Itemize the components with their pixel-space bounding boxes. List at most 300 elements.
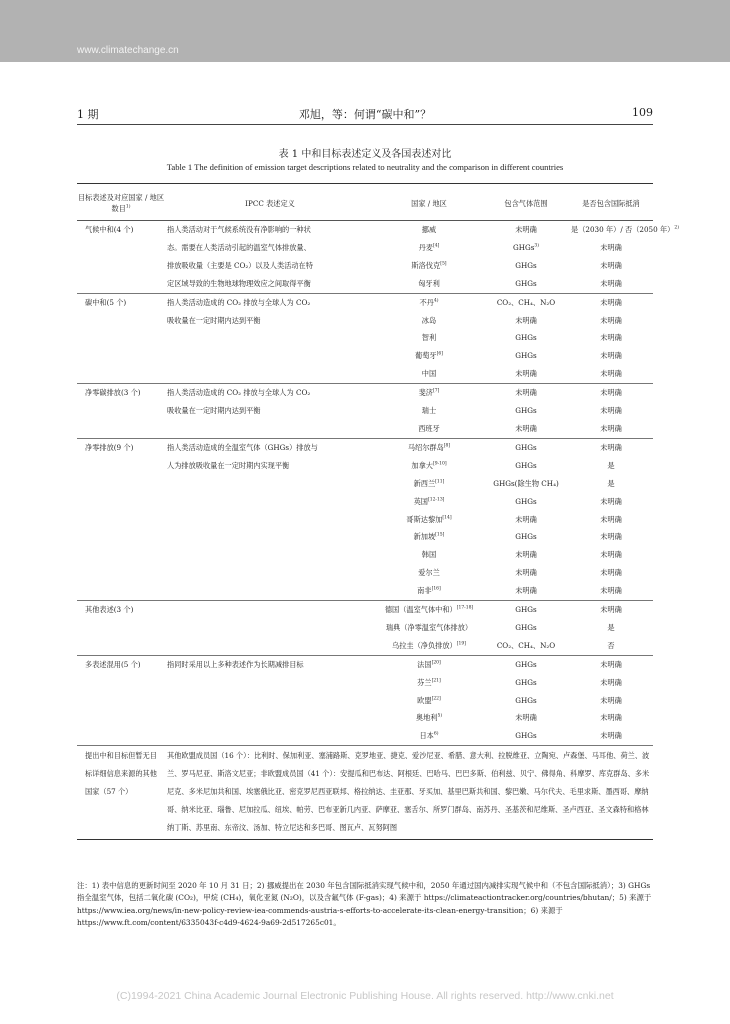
country-name: 日本 — [419, 731, 434, 741]
category-cell — [77, 528, 165, 546]
category-cell — [77, 692, 165, 710]
reference-mark: [20] — [431, 660, 441, 666]
gas-scope-cell — [483, 293, 569, 311]
gas-scope-cell — [483, 365, 569, 383]
country-name: 斐济 — [418, 388, 433, 398]
definition-cell — [165, 365, 375, 383]
definition-cell — [165, 619, 375, 637]
table-header-row — [77, 184, 653, 221]
table-caption-en: Table 1 The definition of emission target descriptions related to neutrality and the comparison in different countries — [166, 162, 564, 172]
table-row — [77, 637, 653, 655]
table-row — [77, 692, 653, 710]
category-cell — [77, 674, 165, 692]
reference-mark: [19] — [456, 641, 466, 647]
gas-scope: GHGs — [515, 532, 537, 542]
country-cell — [375, 402, 483, 420]
country-cell — [375, 420, 483, 438]
definition-cell — [165, 528, 375, 546]
offset-value: 是 — [607, 478, 615, 488]
reference-mark: [12-13] — [427, 497, 445, 503]
offset-value: 否 — [607, 640, 615, 650]
country-name: 瑞士 — [421, 406, 437, 416]
category-cell — [77, 402, 165, 420]
table-row — [77, 221, 653, 239]
country-cell — [375, 438, 483, 456]
country-name: 匈牙利 — [418, 278, 440, 288]
reference-mark: [5] — [440, 261, 447, 267]
definition-cell — [165, 546, 375, 564]
country-cell — [375, 457, 483, 475]
gas-scope-cell — [483, 601, 569, 619]
category-cell: 其他表述(3 个) — [77, 601, 165, 619]
offset-cell — [569, 384, 653, 402]
definition-cell — [165, 582, 375, 600]
offset-value: 未明确 — [600, 713, 622, 723]
country-cell — [375, 655, 483, 673]
category-cell — [77, 347, 165, 365]
gas-scope: 未明确 — [515, 568, 537, 578]
offset-value: 是（2030 年）/ 否（2050 年） — [571, 225, 675, 234]
reference-mark: [9-10] — [432, 461, 447, 467]
table-row — [77, 727, 653, 745]
offset-cell — [569, 619, 653, 637]
offset-cell — [569, 709, 653, 727]
gas-scope: 未明确 — [515, 713, 537, 723]
definition-cell — [165, 329, 375, 347]
gas-scope: GHGs — [515, 351, 537, 361]
offset-value: 未明确 — [600, 496, 622, 506]
country-name: 奥地利 — [415, 713, 438, 723]
table-row — [77, 365, 653, 383]
country-cell — [375, 601, 483, 619]
table-notes: 注：1) 表中信息的更新时间至 2020 年 10 月 31 日；2) 挪威提出在 2030 年包含国际抵消实现气候中和，2050 年通过国内减排实现气候中和（不包含国际抵消）；3) GHGs 指全温室气体，包括二氧化碳 (CO₂)，甲烷 (CH₄)，氧化亚氮 (N₂O)，以及含氟气体 (F-gas)；4) 来源于 https://climateactiontracker.org/countries/bhutan/；5) 来源于 https://www.iea.org/news/in-new-policy-review-iea-commends-austria-s-efforts-to-accelerate-its-clean-energy-transition；6) 来源于 https://www.ft.com/content/6335043f-c4d9-4624-9a69-2d517265c01。 — [77, 881, 652, 928]
country-cell — [375, 637, 483, 655]
table-caption-cn: 表 1 中和目标表述定义及各国表述对比 — [278, 149, 452, 160]
gas-scope: GHGs — [515, 622, 537, 632]
country-name: 挪威 — [421, 225, 437, 234]
gas-scope: CO₂、CH₄、N₂O — [496, 297, 556, 307]
category-cell — [77, 239, 165, 257]
table-row — [77, 709, 653, 727]
table-row — [77, 511, 653, 529]
category-cell: 气候中和(4 个) — [77, 221, 165, 239]
country-cell — [375, 511, 483, 529]
table-row — [77, 457, 653, 475]
header-category-note: 1) — [125, 204, 131, 210]
definition-cell: 态。需要在人类活动引起的温室气体排放量、 — [167, 242, 311, 252]
category-cell — [77, 457, 165, 475]
country-name: 新西兰 — [413, 478, 436, 488]
offset-cell — [569, 475, 653, 493]
country-cell — [375, 475, 483, 493]
country-cell — [375, 564, 483, 582]
country-name: 英国 — [413, 496, 428, 506]
category-cell — [77, 493, 165, 511]
definition-cell: 指人类活动造成的 CO₂ 排放与全球人为 CO₂ — [165, 384, 375, 402]
gas-scope: GHGs — [515, 460, 537, 470]
header-offset: 是否包含国际抵消 — [569, 184, 653, 221]
category-cell — [77, 637, 165, 655]
category-cell: 碳中和(5 个) — [77, 293, 165, 311]
gas-scope-cell — [483, 420, 569, 438]
definition-cell — [165, 692, 375, 710]
table-row — [77, 655, 653, 673]
gas-scope-cell — [483, 221, 569, 239]
category-cell: 提出中和目标但暂无目标详细信息来源的其他国家（57 个） — [77, 746, 165, 840]
table-row — [77, 329, 653, 347]
category-cell — [77, 709, 165, 727]
definition-cell — [165, 493, 375, 511]
country-name: 葡萄牙 — [415, 351, 437, 361]
gas-scope: 未明确 — [515, 514, 537, 524]
definition-cell: 排放吸收量（主要是 CO₂）以及人类活动在特 — [167, 260, 313, 270]
gas-scope-cell — [483, 312, 569, 330]
country-name: 加拿大 — [411, 460, 433, 470]
offset-cell — [569, 402, 653, 420]
table-row — [77, 257, 653, 275]
country-name: 爱尔兰 — [418, 568, 440, 578]
gas-scope: 未明确 — [515, 550, 537, 560]
gas-scope: 未明确 — [515, 423, 537, 433]
offset-value: 未明确 — [600, 514, 622, 524]
definition-cell — [165, 674, 375, 692]
header-definition: IPCC 表述定义 — [165, 184, 375, 221]
offset-value: 未明确 — [600, 297, 622, 307]
offset-cell — [569, 727, 653, 745]
category-cell — [77, 329, 165, 347]
gas-scope-cell — [483, 637, 569, 655]
definition-cell — [165, 709, 375, 727]
offset-cell — [569, 692, 653, 710]
gas-scope: 未明确 — [515, 586, 537, 596]
gas-scope-cell — [483, 329, 569, 347]
table-row — [77, 564, 653, 582]
offset-value: 未明确 — [600, 532, 622, 542]
definition-cell — [165, 564, 375, 582]
offset-cell — [569, 420, 653, 438]
definition-cell: 指人类活动造成的 CO₂ 排放与全球人为 CO₂ — [165, 293, 375, 311]
country-name: 中国 — [421, 369, 437, 379]
definition-cell — [165, 727, 375, 745]
category-cell — [77, 420, 165, 438]
definition-cell — [165, 511, 375, 529]
country-cell — [375, 674, 483, 692]
table-row — [77, 384, 653, 402]
offset-value: 未明确 — [600, 260, 622, 270]
country-cell — [375, 619, 483, 637]
definition-cell: 吸收量在一定时期内达到平衡 — [167, 406, 261, 416]
country-cell — [375, 709, 483, 727]
gas-scope-cell — [483, 475, 569, 493]
table-row — [77, 239, 653, 257]
country-cell — [375, 239, 483, 257]
category-cell — [77, 475, 165, 493]
header-country: 国家 / 地区 — [375, 184, 483, 221]
table-row — [77, 402, 653, 420]
reference-mark: 4) — [433, 298, 439, 304]
comparison-table — [77, 183, 679, 840]
offset-cell — [569, 564, 653, 582]
gas-scope: GHGs — [515, 260, 537, 270]
offset-value: 未明确 — [600, 278, 622, 288]
offset-cell — [569, 438, 653, 456]
offset-value: 未明确 — [600, 568, 622, 578]
reference-mark: [4] — [433, 243, 440, 249]
country-name: 不丹 — [419, 297, 434, 307]
table-row — [77, 475, 653, 493]
country-list-cell: 其他欧盟成员国（16 个）：比利时、保加利亚、塞浦路斯、克罗地亚、捷克、爱沙尼亚、希腊、意大利、拉脱维亚、立陶宛、卢森堡、马耳他、荷兰、波兰、罗马尼亚、斯洛文尼亚；非欧盟成员国（41 个）：安提瓜和巴布达、阿根廷、巴哈马、巴巴多斯、伯利兹、贝宁、佛得角、科摩罗、库克群岛、多米尼克、多米尼加共和国、埃塞俄比亚、密克罗尼西亚联邦、格拉纳达、圭亚那、牙买加、基里巴斯共和国、黎巴嫩、马尔代夫、毛里求斯、墨西哥、摩纳哥、纳米比亚、瑙鲁、尼加拉瓜、纽埃、帕劳、巴布亚新几内亚、萨摩亚、塞舌尔、所罗门群岛、南苏丹、圣基茨和尼维斯、圣卢西亚、圣文森特和格林纳丁斯、苏里南、东帝汶、汤加、特立尼达和多巴哥、图瓦卢、瓦努阿图 — [165, 746, 653, 840]
gas-scope: CO₂、CH₄、N₂O — [496, 640, 556, 650]
country-name: 欧盟 — [417, 695, 432, 705]
offset-note-mark: 2) — [674, 225, 679, 231]
country-cell — [375, 347, 483, 365]
table-row-other-countries — [77, 746, 653, 840]
country-cell — [375, 221, 483, 239]
country-name: 韩国 — [421, 550, 437, 560]
offset-cell — [569, 312, 653, 330]
gas-scope: 未明确 — [515, 388, 537, 398]
offset-value: 未明确 — [600, 406, 622, 416]
offset-cell — [569, 239, 653, 257]
category-cell — [77, 312, 165, 330]
gas-scope: 未明确 — [515, 315, 537, 325]
offset-value: 未明确 — [600, 369, 622, 379]
gas-scope-cell — [483, 619, 569, 637]
gas-scope-cell — [483, 674, 569, 692]
reference-mark: 5) — [437, 714, 443, 720]
definition-cell — [165, 475, 375, 493]
gas-scope-cell — [483, 275, 569, 293]
header-gas: 包含气体范围 — [483, 184, 569, 221]
table-row — [77, 312, 653, 330]
country-name: 哥斯达黎加 — [406, 514, 443, 524]
offset-value: 未明确 — [600, 423, 622, 433]
definition-cell: 指人类活动造成的全温室气体（GHGs）排放与 — [165, 438, 375, 456]
gas-scope-cell — [483, 546, 569, 564]
offset-value: 是 — [607, 622, 615, 632]
gas-scope: GHGs — [512, 242, 535, 252]
offset-cell — [569, 221, 679, 239]
country-cell — [375, 329, 483, 347]
offset-cell — [569, 257, 653, 275]
definition-cell: 吸收量在一定时期内达到平衡 — [167, 315, 261, 325]
table-row — [77, 420, 653, 438]
gas-scope: GHGs — [515, 695, 537, 705]
reference-mark: [14] — [442, 515, 452, 521]
table-row — [77, 582, 653, 600]
reference-mark: [8] — [443, 443, 451, 449]
definition-cell — [165, 420, 375, 438]
definition-cell: 指人类活动对于气候系统没有净影响的一种状 — [165, 221, 375, 239]
definition-cell: 人为排放吸收量在一定时期内实现平衡 — [167, 460, 290, 470]
offset-cell — [569, 637, 653, 655]
country-name: 丹麦 — [418, 242, 433, 252]
gas-scope: GHGs — [515, 406, 537, 416]
gas-scope-cell — [483, 727, 569, 745]
gas-scope: GHGs(除生物 CH₄) — [493, 478, 559, 488]
category-cell — [77, 582, 165, 600]
definition-cell: 定区域导致的生物地球物理效应之间取得平衡 — [167, 278, 311, 288]
table-row — [77, 347, 653, 365]
offset-value: 未明确 — [600, 695, 622, 705]
gas-scope-cell — [483, 511, 569, 529]
definition-cell — [165, 637, 375, 655]
reference-mark: [7] — [433, 388, 440, 394]
offset-cell — [569, 528, 653, 546]
country-cell — [375, 275, 483, 293]
gas-scope: GHGs — [515, 278, 537, 288]
definition-cell — [165, 347, 375, 365]
country-name: 法国 — [417, 659, 432, 669]
offset-cell — [569, 293, 653, 311]
offset-cell — [569, 582, 653, 600]
gas-scope-cell — [483, 347, 569, 365]
category-cell — [77, 365, 165, 383]
category-cell: 多表述混用(5 个) — [77, 655, 165, 673]
gas-scope-cell — [483, 655, 569, 673]
country-name: 乌拉圭（净负排放） — [392, 640, 457, 650]
gas-scope: GHGs — [515, 659, 537, 669]
table-row — [77, 601, 653, 619]
country-cell — [375, 493, 483, 511]
country-cell — [375, 257, 483, 275]
country-name: 智利 — [421, 333, 437, 343]
country-name: 冰岛 — [421, 315, 437, 325]
offset-value: 未明确 — [600, 677, 622, 687]
gas-scope-cell — [483, 257, 569, 275]
country-name: 马绍尔群岛 — [407, 442, 444, 452]
category-cell — [77, 619, 165, 637]
table-row — [77, 293, 653, 311]
offset-value: 未明确 — [600, 550, 622, 560]
gas-scope-cell — [483, 239, 569, 257]
gas-scope: GHGs — [515, 677, 537, 687]
offset-value: 未明确 — [600, 388, 622, 398]
reference-mark: [15] — [435, 533, 445, 539]
table-row — [77, 546, 653, 564]
category-cell — [77, 511, 165, 529]
reference-mark: [16] — [431, 586, 441, 592]
offset-value: 未明确 — [600, 731, 622, 741]
gas-scope: GHGs — [515, 731, 537, 741]
reference-mark: [11] — [435, 479, 445, 485]
offset-cell — [569, 493, 653, 511]
header-category — [77, 184, 165, 221]
category-cell — [77, 546, 165, 564]
offset-value: 未明确 — [600, 242, 622, 252]
reference-mark: [21] — [431, 678, 441, 684]
country-cell — [375, 312, 483, 330]
running-header — [77, 104, 653, 125]
table-row — [77, 528, 653, 546]
gas-scope-cell — [483, 564, 569, 582]
gas-scope-cell — [483, 692, 569, 710]
country-cell — [375, 365, 483, 383]
gas-note-mark: 3) — [534, 243, 540, 249]
offset-value: 未明确 — [600, 351, 622, 361]
country-cell — [375, 692, 483, 710]
gas-scope: GHGs — [515, 496, 537, 506]
site-url[interactable]: www.climatechange.cn — [77, 45, 179, 56]
gas-scope: 未明确 — [515, 225, 537, 234]
offset-cell — [569, 674, 653, 692]
gas-scope-cell — [483, 438, 569, 456]
offset-cell — [569, 655, 653, 673]
offset-cell — [569, 511, 653, 529]
table-row — [77, 493, 653, 511]
country-name: 南非 — [417, 586, 432, 596]
definition-cell — [165, 601, 375, 619]
gas-scope: GHGs — [515, 442, 537, 452]
gas-scope-cell — [483, 493, 569, 511]
gas-scope-cell — [483, 528, 569, 546]
gas-scope: GHGs — [515, 333, 537, 343]
category-cell — [77, 564, 165, 582]
table-row — [77, 438, 653, 456]
reference-mark: 6) — [433, 731, 439, 737]
issue-number: 1 期 — [77, 108, 99, 121]
offset-value: 未明确 — [600, 315, 622, 325]
gas-scope-cell — [483, 384, 569, 402]
offset-cell — [569, 329, 653, 347]
gas-scope-cell — [483, 582, 569, 600]
country-name: 斯洛伐克 — [411, 260, 441, 270]
country-name: 德国（温室气体中和） — [384, 605, 457, 615]
country-cell — [375, 384, 483, 402]
page-number: 109 — [632, 106, 653, 119]
category-cell: 净零碳排放(3 个) — [77, 384, 165, 402]
copyright-footer: (C)1994-2021 China Academic Journal Electronic Publishing House. All rights reserved. http://www.cnki.net — [116, 990, 614, 1002]
offset-cell — [569, 601, 653, 619]
offset-cell — [569, 546, 653, 564]
running-title: 邓旭，等：何谓“碳中和”？ — [298, 108, 432, 121]
definition-cell: 指同时采用以上多种表述作为长期减排目标 — [165, 655, 375, 673]
offset-cell — [569, 365, 653, 383]
offset-value: 未明确 — [600, 442, 622, 452]
offset-cell — [569, 457, 653, 475]
offset-value: 是 — [607, 460, 615, 470]
gas-scope: 未明确 — [515, 369, 537, 379]
offset-value: 未明确 — [600, 586, 622, 596]
reference-mark: [22] — [431, 696, 441, 702]
offset-value: 未明确 — [600, 333, 622, 343]
header-category-label: 目标表述及对应国家 / 地区数目 — [77, 193, 165, 213]
offset-value: 未明确 — [600, 659, 622, 669]
gas-scope-cell — [483, 402, 569, 420]
category-cell — [77, 275, 165, 293]
table-row — [77, 275, 653, 293]
category-cell: 净零排放(9 个) — [77, 438, 165, 456]
category-cell — [77, 257, 165, 275]
gas-scope-cell — [483, 709, 569, 727]
country-cell — [375, 582, 483, 600]
country-name: 芬兰 — [417, 677, 432, 687]
gas-scope: GHGs — [515, 605, 537, 615]
table-row — [77, 619, 653, 637]
country-name: 新加坡 — [413, 532, 436, 542]
country-name: 西班牙 — [418, 423, 440, 433]
top-banner — [0, 0, 730, 62]
offset-cell — [569, 275, 653, 293]
reference-mark: [6] — [436, 351, 443, 357]
table-row — [77, 674, 653, 692]
offset-value: 未明确 — [600, 605, 622, 615]
country-cell — [375, 546, 483, 564]
country-cell — [375, 293, 483, 311]
country-name: 瑞典（净零温室气体排放） — [385, 622, 473, 632]
reference-mark: [17-18] — [456, 605, 474, 611]
category-cell — [77, 727, 165, 745]
